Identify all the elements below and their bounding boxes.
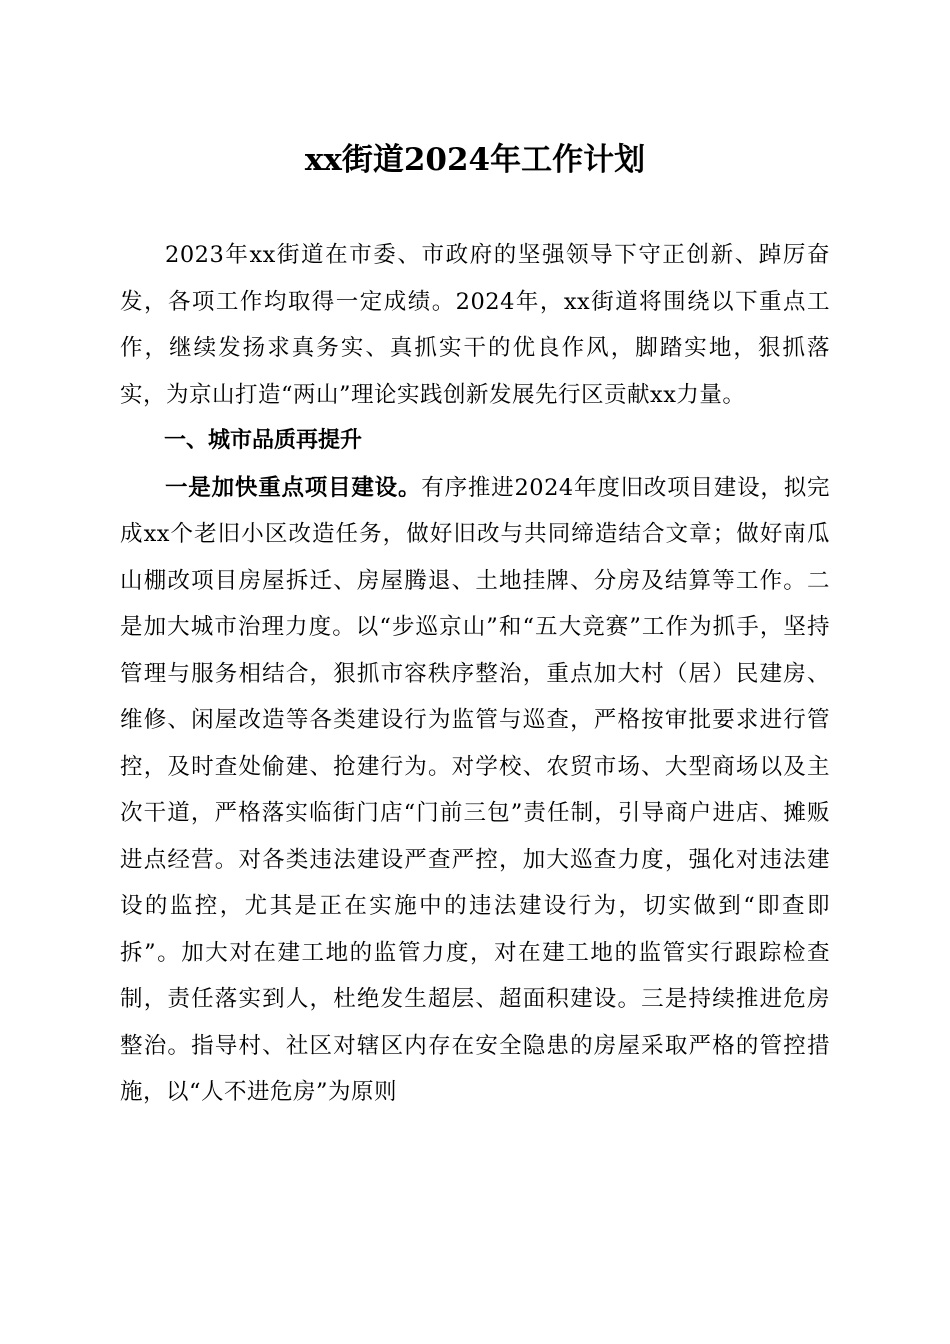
intro-paragraph: 2023年xx街道在市委、市政府的坚强领导下守正创新、踔厉奋发，各项工作均取得一定成绩。2024年，xx街道将围绕以下重点工作，继续发扬求真务实、真抓实干的优良作风，脚踏实地，狠抓落实，为京山打造“两山”理论实践创新发展先行区贡献xx力量。	[120, 242, 830, 408]
document-title: xx街道2024年工作计划	[304, 142, 646, 178]
paragraph-lead: 一是加快重点项目建设。	[165, 474, 422, 501]
section-paragraph	[120, 465, 830, 1116]
paragraph-body: 有序推进2024年度旧改项目建设，拟完成xx个老旧小区改造任务，做好旧改与共同缔造结合文章；做好南瓜山棚改项目房屋拆迁、房屋腾退、土地挂牌、分房及结算等工作。二是加大城市治理力度。以“步巡京山”和“五大竞赛”工作为抓手，坚持管理与服务相结合，狠抓市容秩序整治，重点加大村（居）民建房、维修、闲屋改造等各类建设行为监管与巡查，严格按审批要求进行管控，及时查处偷建、抢建行为。对学校、农贸市场、大型商场以及主次干道，严格落实临街门店“门前三包”责任制，引导商户进店、摊贩进点经营。对各类违法建设严查严控，加大巡查力度，强化对违法建设的监控，尤其是正在实施中的违法建设行为，切实做到“即查即拆”。加大对在建工地的监管力度，对在建工地的监管实行跟踪检查制，责任落实到人，杜绝发生超层、超面积建设。三是持续推进危房整治。指导村、社区对辖区内存在安全隐患的房屋采取严格的管控措施，以“人不进危房”为原则	[120, 474, 830, 1105]
document-body	[120, 232, 830, 1116]
section-heading: 一、城市品质再提升	[164, 428, 363, 453]
